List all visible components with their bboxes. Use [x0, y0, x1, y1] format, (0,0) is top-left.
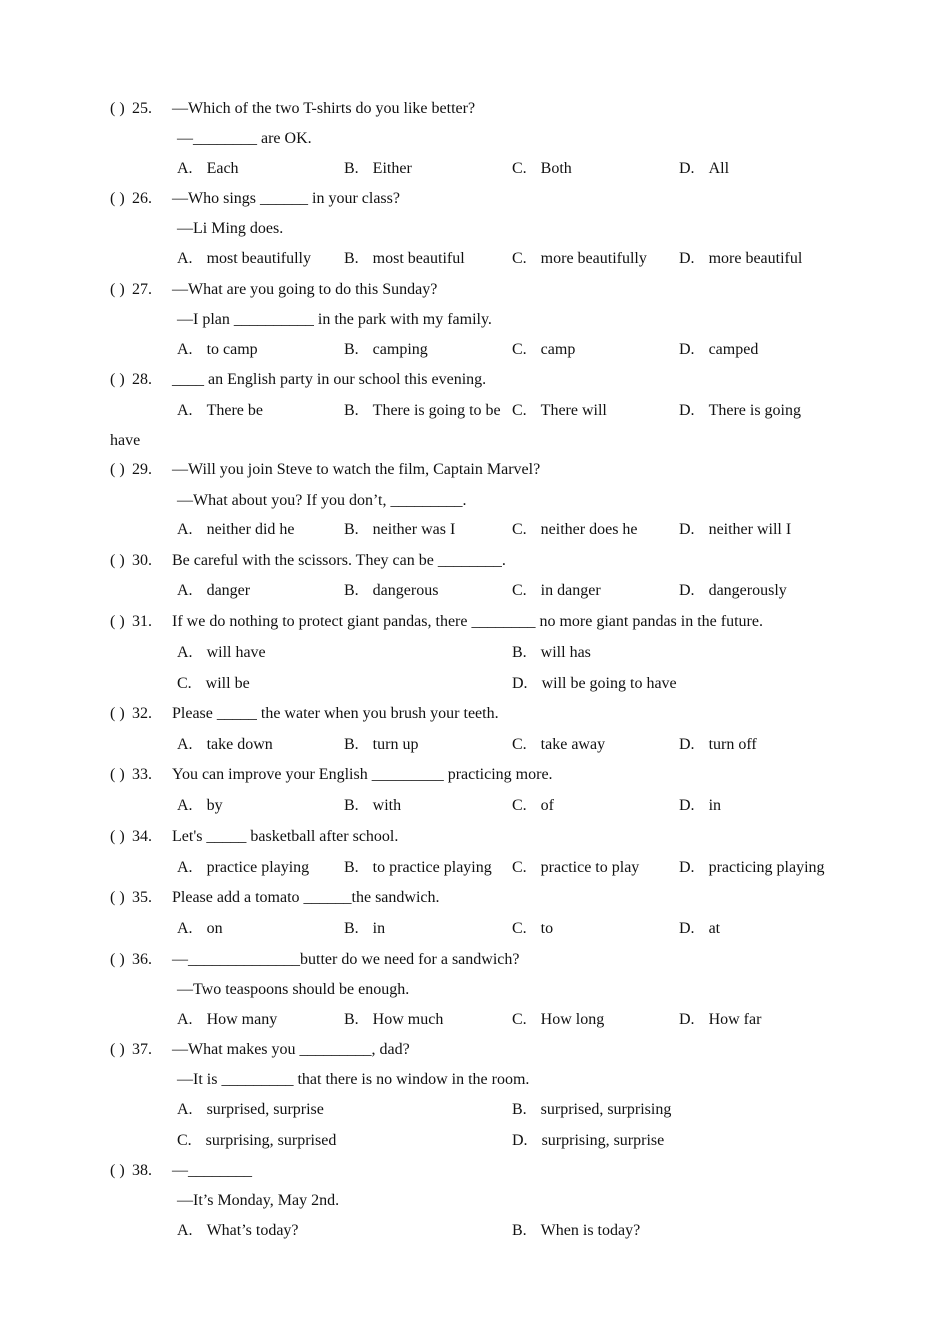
question-number: 27. [132, 281, 152, 298]
option-text: How long [540, 1011, 605, 1028]
option-text: with [372, 797, 402, 814]
dialogue-line: —Two teaspoons should be enough. [177, 981, 410, 998]
option-a[interactable] [177, 1221, 299, 1241]
option-text: at [708, 920, 721, 937]
option-d[interactable] [679, 735, 757, 755]
option-text: most beautifully [206, 250, 311, 267]
option-text: in danger [540, 582, 601, 599]
question-number: 33. [132, 766, 152, 783]
option-text: will be [205, 675, 250, 692]
option-text: turn up [372, 736, 419, 753]
option-text: camping [372, 341, 428, 358]
option-text: turn off [708, 736, 757, 753]
question-stem: —What makes you _________, dad? [172, 1041, 410, 1058]
option-letter: B. [344, 797, 359, 814]
option-letter: B. [344, 160, 359, 177]
answer-blank[interactable]: ( ) [110, 100, 125, 117]
option-c[interactable] [512, 159, 572, 179]
option-letter: A. [177, 1101, 193, 1118]
option-letter: D. [679, 797, 695, 814]
option-letter: D. [679, 736, 695, 753]
option-text: will be going to have [541, 675, 677, 692]
dialogue-line: —What about you? If you don’t, _________. [177, 492, 467, 509]
answer-blank[interactable]: ( ) [110, 1162, 125, 1179]
option-letter: B. [344, 920, 359, 937]
option-d[interactable] [679, 520, 791, 540]
question-stem: —Who sings ______ in your class? [172, 190, 400, 207]
option-letter: B. [512, 1101, 527, 1118]
option-letter: D. [512, 675, 528, 692]
option-text: take down [206, 736, 273, 753]
option-d[interactable] [679, 340, 758, 360]
option-text: of [540, 797, 554, 814]
option-text: Either [372, 160, 412, 177]
option-c[interactable] [512, 919, 553, 939]
option-letter: B. [344, 736, 359, 753]
answer-blank[interactable]: ( ) [110, 705, 125, 722]
question-number: 30. [132, 552, 152, 569]
option-b[interactable] [512, 643, 591, 663]
option-letter: C. [512, 250, 527, 267]
option-letter: C. [512, 402, 527, 419]
option-text: in [708, 797, 722, 814]
option-letter: A. [177, 644, 193, 661]
option-c[interactable] [512, 858, 639, 878]
option-d[interactable] [679, 249, 802, 269]
option-text: danger [206, 582, 251, 599]
question-stem: Let's _____ basketball after school. [172, 828, 399, 845]
option-text: more beautiful [708, 250, 803, 267]
option-text: surprised, surprising [540, 1101, 672, 1118]
option-text: will has [540, 644, 591, 661]
option-text: Both [540, 160, 572, 177]
option-letter: A. [177, 1222, 193, 1239]
option-c[interactable] [177, 674, 250, 694]
option-text: practice playing [206, 859, 310, 876]
option-a[interactable] [177, 520, 295, 540]
question-stem: You can improve your English _________ practicing more. [172, 766, 553, 783]
option-letter: A. [177, 521, 193, 538]
answer-blank[interactable]: ( ) [110, 461, 125, 478]
option-letter: D. [679, 160, 695, 177]
option-letter: B. [512, 1222, 527, 1239]
option-letter: A. [177, 402, 193, 419]
option-b[interactable] [344, 581, 438, 601]
answer-blank[interactable]: ( ) [110, 951, 125, 968]
option-text: There is going [708, 402, 801, 419]
option-letter: C. [512, 582, 527, 599]
option-a[interactable] [177, 735, 273, 755]
option-letter: A. [177, 859, 193, 876]
option-text: There be [206, 402, 263, 419]
option-text: surprised, surprise [206, 1101, 324, 1118]
option-b[interactable] [512, 1221, 640, 1241]
option-c[interactable] [512, 735, 605, 755]
question-number: 31. [132, 613, 152, 630]
option-c[interactable] [512, 340, 575, 360]
option-letter: A. [177, 341, 193, 358]
option-letter: B. [344, 582, 359, 599]
option-letter: A. [177, 1011, 193, 1028]
option-letter: C. [512, 1011, 527, 1028]
option-a[interactable] [177, 581, 250, 601]
option-letter: B. [344, 1011, 359, 1028]
option-c[interactable] [177, 1131, 336, 1151]
option-text: most beautiful [372, 250, 465, 267]
option-text: All [708, 160, 730, 177]
question-number: 36. [132, 951, 152, 968]
question-stem: —________ [172, 1162, 252, 1179]
option-letter: A. [177, 250, 193, 267]
answer-blank[interactable]: ( ) [110, 371, 125, 388]
dialogue-line: —I plan __________ in the park with my family. [177, 311, 492, 328]
option-text: camp [540, 341, 576, 358]
option-d[interactable] [679, 159, 729, 179]
option-letter: A. [177, 160, 193, 177]
option-c[interactable] [512, 401, 607, 421]
option-text: to camp [206, 341, 258, 358]
option-a[interactable] [177, 643, 266, 663]
option-text: by [206, 797, 223, 814]
option-a[interactable] [177, 919, 223, 939]
option-c[interactable] [512, 249, 647, 269]
option-d[interactable] [512, 674, 677, 694]
option-c[interactable] [512, 796, 554, 816]
option-letter: D. [679, 402, 695, 419]
option-a[interactable] [177, 401, 263, 421]
option-letter: B. [344, 521, 359, 538]
question-stem: If we do nothing to protect giant pandas, there ________ no more giant pandas in the future. [172, 613, 763, 630]
option-b[interactable] [344, 919, 385, 939]
option-a[interactable] [177, 340, 258, 360]
option-a[interactable] [177, 1010, 277, 1030]
option-letter: C. [512, 797, 527, 814]
option-a[interactable] [177, 159, 239, 179]
option-d[interactable] [679, 858, 825, 878]
option-letter: D. [679, 1011, 695, 1028]
option-text: to practice playing [372, 859, 492, 876]
option-a[interactable] [177, 1100, 324, 1120]
answer-blank[interactable]: ( ) [110, 613, 125, 630]
option-letter: D. [679, 250, 695, 267]
question-number: 32. [132, 705, 152, 722]
option-text: surprising, surprised [205, 1132, 337, 1149]
option-letter: C. [512, 736, 527, 753]
dialogue-line: —It’s Monday, May 2nd. [177, 1192, 340, 1209]
option-text: Each [206, 160, 239, 177]
option-letter: D. [679, 859, 695, 876]
option-text: practice to play [540, 859, 640, 876]
option-d[interactable] [679, 796, 721, 816]
option-text: dangerous [372, 582, 439, 599]
option-letter: C. [512, 920, 527, 937]
option-text: more beautifully [540, 250, 647, 267]
option-b[interactable] [344, 1010, 443, 1030]
option-d[interactable] [679, 1010, 761, 1030]
option-a[interactable] [177, 858, 309, 878]
dialogue-line: —It is _________ that there is no window in the room. [177, 1071, 530, 1088]
option-letter: B. [512, 644, 527, 661]
option-letter: C. [512, 160, 527, 177]
option-letter: B. [344, 859, 359, 876]
question-number: 35. [132, 889, 152, 906]
answer-blank[interactable]: ( ) [110, 552, 125, 569]
question-stem: Be careful with the scissors. They can be ________. [172, 552, 506, 569]
option-letter: B. [344, 402, 359, 419]
question-number: 28. [132, 371, 152, 388]
option-text: surprising, surprise [541, 1132, 665, 1149]
question-number: 26. [132, 190, 152, 207]
option-d[interactable] [512, 1131, 664, 1151]
option-letter: C. [512, 341, 527, 358]
option-text: dangerously [708, 582, 787, 599]
option-letter: A. [177, 797, 193, 814]
option-d[interactable] [679, 401, 801, 421]
option-text: on [206, 920, 223, 937]
option-d[interactable] [679, 581, 787, 601]
option-letter: C. [512, 521, 527, 538]
option-b[interactable] [344, 858, 492, 878]
option-text: How much [372, 1011, 444, 1028]
question-number: 37. [132, 1041, 152, 1058]
option-text: will have [206, 644, 266, 661]
answer-blank[interactable]: ( ) [110, 766, 125, 783]
option-b[interactable] [344, 735, 418, 755]
answer-blank[interactable]: ( ) [110, 889, 125, 906]
option-text: neither does he [540, 521, 638, 538]
question-number: 25. [132, 100, 152, 117]
question-number: 34. [132, 828, 152, 845]
option-text: practicing playing [708, 859, 825, 876]
option-text: There will [540, 402, 607, 419]
option-b[interactable] [344, 796, 401, 816]
option-b[interactable] [512, 1100, 671, 1120]
option-letter: D. [679, 521, 695, 538]
option-letter: D. [679, 582, 695, 599]
option-b[interactable] [344, 520, 455, 540]
option-text: neither was I [372, 521, 456, 538]
question-stem: —What are you going to do this Sunday? [172, 281, 438, 298]
option-b[interactable] [344, 401, 501, 421]
option-text: How far [708, 1011, 762, 1028]
option-text: neither did he [206, 521, 295, 538]
option-letter: C. [512, 859, 527, 876]
option-d[interactable] [679, 919, 720, 939]
option-b[interactable] [344, 249, 465, 269]
question-stem: ____ an English party in our school this evening. [172, 371, 487, 388]
question-stem: Please add a tomato ______the sandwich. [172, 889, 440, 906]
option-letter: C. [177, 675, 192, 692]
answer-blank[interactable]: ( ) [110, 1041, 125, 1058]
option-c[interactable] [512, 520, 638, 540]
option-letter: C. [177, 1132, 192, 1149]
option-text: take away [540, 736, 606, 753]
question-number: 38. [132, 1162, 152, 1179]
option-b[interactable] [344, 340, 428, 360]
question-stem: Please _____ the water when you brush your teeth. [172, 705, 499, 722]
option-letter: B. [344, 250, 359, 267]
option-text: How many [206, 1011, 278, 1028]
option-text: camped [708, 341, 759, 358]
option-text: to [540, 920, 554, 937]
option-text: What’s today? [206, 1222, 299, 1239]
answer-blank[interactable]: ( ) [110, 281, 125, 298]
wrapped-option-text: have [110, 432, 141, 449]
option-letter: D. [679, 920, 695, 937]
question-stem: —Which of the two T-shirts do you like better? [172, 100, 476, 117]
answer-blank[interactable]: ( ) [110, 190, 125, 207]
question-stem: —Will you join Steve to watch the film, Captain Marvel? [172, 461, 541, 478]
option-letter: D. [679, 341, 695, 358]
option-text: in [372, 920, 386, 937]
option-text: There is going to be [372, 402, 501, 419]
option-a[interactable] [177, 249, 311, 269]
dialogue-line: —________ are OK. [177, 130, 312, 147]
option-letter: A. [177, 582, 193, 599]
question-stem: —______________butter do we need for a sandwich? [172, 951, 520, 968]
dialogue-line: —Li Ming does. [177, 220, 284, 237]
option-letter: A. [177, 736, 193, 753]
option-c[interactable] [512, 581, 601, 601]
option-b[interactable] [344, 159, 412, 179]
answer-blank[interactable]: ( ) [110, 828, 125, 845]
question-number: 29. [132, 461, 152, 478]
option-c[interactable] [512, 1010, 604, 1030]
option-letter: A. [177, 920, 193, 937]
option-letter: B. [344, 341, 359, 358]
option-text: When is today? [540, 1222, 641, 1239]
option-text: neither will I [708, 521, 792, 538]
option-a[interactable] [177, 796, 223, 816]
option-letter: D. [512, 1132, 528, 1149]
